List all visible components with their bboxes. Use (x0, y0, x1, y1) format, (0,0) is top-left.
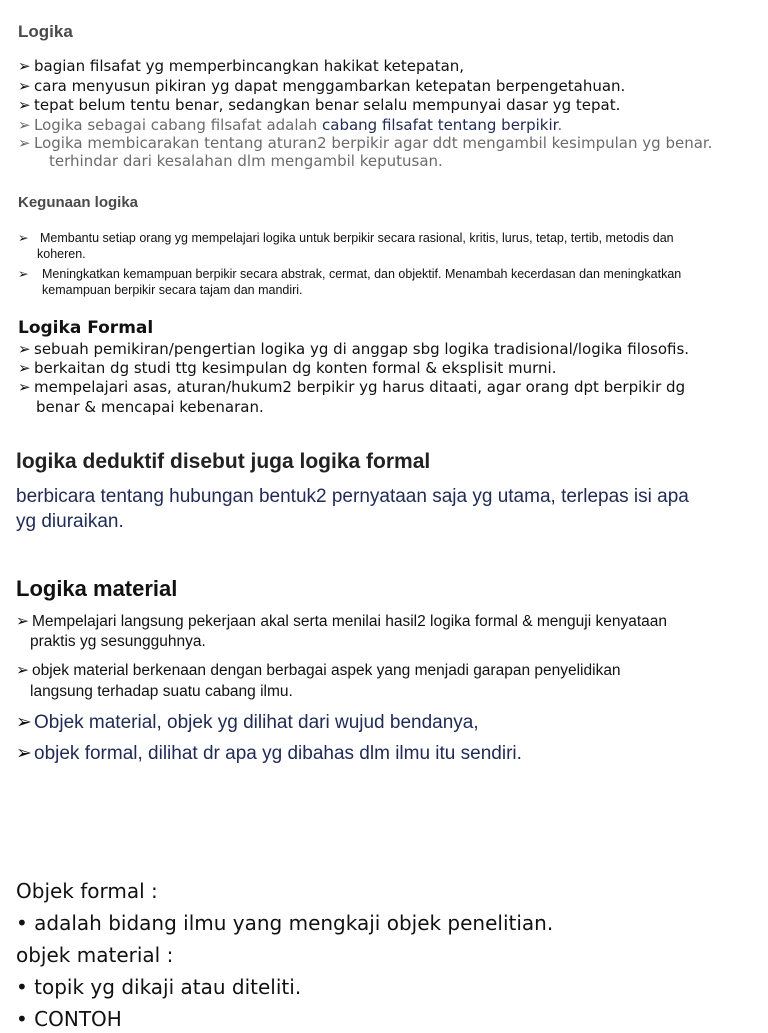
arrow-bullet-icon: ➢ (18, 77, 31, 95)
body-line: Objek formal : (16, 879, 158, 903)
body-line: • topik yg dikaji atau diteliti. (16, 975, 302, 999)
bullet-item: ➢ tepat belum tentu benar, sedangkan benar selalu mempunyai dasar yg tepat. (18, 96, 621, 114)
bullet-continuation: benar & mencapai kebenaran. (36, 398, 264, 416)
bullet-item: ➢ sebuah pemikiran/pengertian logika yg di anggap sbg logika tradisional/logika filosofis. (18, 340, 690, 358)
arrow-bullet-icon: ➢ (18, 231, 29, 245)
bullet-continuation: praktis yg sesungguhnya. (30, 633, 206, 650)
arrow-bullet-icon: ➢ (18, 96, 31, 114)
body-line: berbicara tentang hubungan bentuk2 pernyataan saja yg utama, terlepas isi apa (16, 486, 689, 507)
bullet-item: ➢ Objek material, objek yg dilihat dari wujud bendanya, (16, 712, 479, 733)
bullet-item: ➢ bagian filsafat yg memperbincangkan hakikat ketepatan, (18, 57, 465, 75)
bullet-item: ➢ objek material berkenaan dengan berbagai aspek yang menjadi garapan penyelidikan (16, 662, 621, 679)
heading-kegunaan-logika: Kegunaan logika (18, 194, 139, 211)
bullet-item: ➢ mempelajari asas, aturan/hukum2 berpikir yg harus ditaati, agar orang dpt berpikir dg (18, 378, 686, 396)
arrow-bullet-icon: ➢ (18, 134, 31, 152)
body-line: yg diuraikan. (16, 511, 124, 532)
bullet-item: ➢ cara menyusun pikiran yg dapat menggambarkan ketepatan berpengetahuan. (18, 77, 626, 95)
body-line: • CONTOH (16, 1007, 122, 1031)
arrow-bullet-icon: ➢ (18, 57, 31, 75)
heading-logika-material: Logika material (16, 576, 178, 601)
arrow-bullet-icon: ➢ (16, 712, 32, 733)
bullet-item: ➢ Logika membicarakan tentang aturan2 berpikir agar ddt mengambil kesimpulan yg benar. (18, 134, 713, 152)
heading-logika: Logika (18, 22, 73, 41)
bullet-continuation: kemampuan berpikir secara tajam dan mandiri. (42, 283, 303, 297)
bullet-item: ➢ Membantu setiap orang yg mempelajari logika untuk berpikir secara rasional, kritis, lurus, tetap, tertib, metodis dan (18, 231, 674, 245)
item-prefix: Logika sebagai cabang filsafat adalah (34, 116, 318, 134)
bullet-continuation: terhindar dari kesalahan dlm mengambil keputusan. (49, 152, 443, 170)
bullet-item: ➢ Meningkatkan kemampuan berpikir secara abstrak, cermat, dan objektif. Menambah kecerdasan dan meningkatkan (18, 267, 682, 281)
arrow-bullet-icon: ➢ (18, 340, 31, 358)
heading-logika-deduktif: logika deduktif disebut juga logika formal (16, 450, 431, 473)
arrow-bullet-icon: ➢ (18, 267, 29, 281)
arrow-bullet-icon: ➢ (18, 378, 31, 396)
item-suffix: . (557, 116, 563, 134)
item-highlight: cabang filsafat tentang berpikir (322, 116, 558, 134)
body-line: • adalah bidang ilmu yang mengkaji objek penelitian. (16, 911, 554, 935)
arrow-bullet-icon: ➢ (16, 662, 29, 679)
body-line: objek material : (16, 943, 174, 967)
arrow-bullet-icon: ➢ (16, 743, 32, 764)
bullet-continuation: langsung terhadap suatu cabang ilmu. (30, 683, 293, 700)
arrow-bullet-icon: ➢ (18, 359, 31, 377)
arrow-bullet-icon: ➢ (16, 613, 29, 630)
bullet-continuation: koheren. (37, 247, 86, 261)
arrow-bullet-icon: ➢ (18, 116, 31, 134)
heading-logika-formal: Logika Formal (18, 318, 154, 338)
bullet-item (18, 116, 758, 134)
bullet-item: ➢ Mempelajari langsung pekerjaan akal serta menilai hasil2 logika formal & menguji kenyataan (16, 613, 667, 630)
bullet-item: ➢ berkaitan dg studi ttg kesimpulan dg konten formal & eksplisit murni. (18, 359, 557, 377)
bullet-item: ➢ objek formal, dilihat dr apa yg dibahas dlm ilmu itu sendiri. (16, 743, 522, 764)
